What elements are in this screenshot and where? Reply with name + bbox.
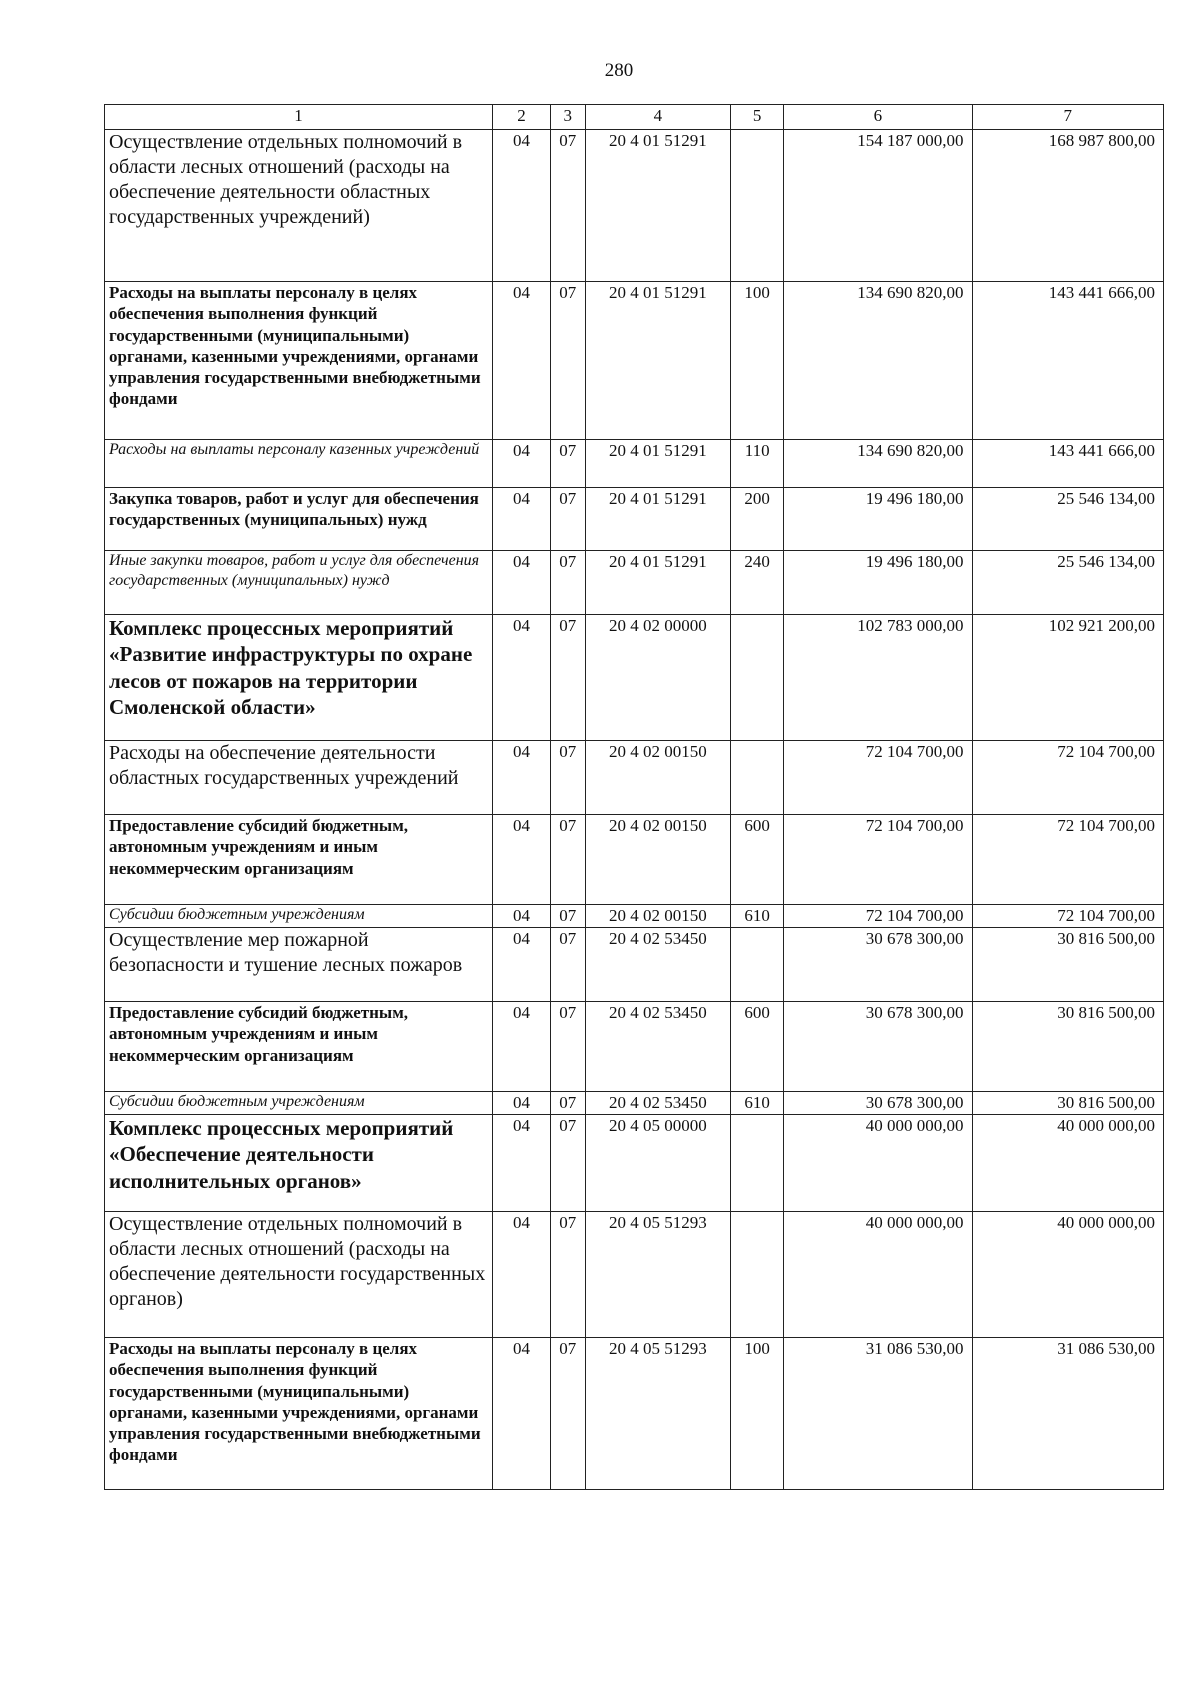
column-number: 4 [585, 105, 731, 130]
column-number: 7 [972, 105, 1163, 130]
target-article-code: 20 4 02 00150 [585, 815, 731, 905]
row-description: Расходы на обеспечение деятельности областных государственных учреждений [105, 741, 493, 815]
amount-year-2: 25 546 134,00 [972, 488, 1163, 551]
amount-year-1: 19 496 180,00 [784, 551, 972, 615]
expense-type-code [731, 615, 784, 741]
amount-year-1: 72 104 700,00 [784, 741, 972, 815]
subsection-code: 07 [550, 905, 585, 928]
page-number: 280 [604, 60, 634, 81]
column-number: 6 [784, 105, 972, 130]
amount-year-2: 102 921 200,00 [972, 615, 1163, 741]
expense-type-code: 240 [731, 551, 784, 615]
column-number: 5 [731, 105, 784, 130]
section-code: 04 [492, 1002, 550, 1092]
amount-year-1: 40 000 000,00 [784, 1212, 972, 1338]
subsection-code: 07 [550, 1115, 585, 1212]
row-description: Комплекс процессных мероприятий «Обеспечение деятельности исполнительных органов» [105, 1115, 493, 1212]
amount-year-1: 134 690 820,00 [784, 282, 972, 440]
table-row [105, 741, 1164, 815]
section-code: 04 [492, 130, 550, 282]
subsection-code: 07 [550, 1338, 585, 1490]
amount-year-2: 72 104 700,00 [972, 815, 1163, 905]
row-description: Субсидии бюджетным учреждениям [105, 1092, 493, 1115]
subsection-code: 07 [550, 551, 585, 615]
target-article-code: 20 4 01 51291 [585, 440, 731, 488]
section-code: 04 [492, 1338, 550, 1490]
target-article-code: 20 4 02 53450 [585, 928, 731, 1002]
target-article-code: 20 4 05 00000 [585, 1115, 731, 1212]
column-number: 1 [105, 105, 493, 130]
table-row [105, 1002, 1164, 1092]
table-row [105, 615, 1164, 741]
amount-year-2: 25 546 134,00 [972, 551, 1163, 615]
table-row [105, 1115, 1164, 1212]
amount-year-1: 30 678 300,00 [784, 928, 972, 1002]
target-article-code: 20 4 05 51293 [585, 1212, 731, 1338]
amount-year-2: 40 000 000,00 [972, 1115, 1163, 1212]
table-row [105, 928, 1164, 1002]
subsection-code: 07 [550, 1212, 585, 1338]
table-row [105, 905, 1164, 928]
row-description: Расходы на выплаты персоналу в целях обеспечения выполнения функций государственными (муниципальными) органами, казенными учреждениями, органами управления государственными внебюджетными фондами [105, 282, 493, 440]
subsection-code: 07 [550, 815, 585, 905]
section-code: 04 [492, 282, 550, 440]
amount-year-1: 154 187 000,00 [784, 130, 972, 282]
section-code: 04 [492, 928, 550, 1002]
target-article-code: 20 4 01 51291 [585, 551, 731, 615]
target-article-code: 20 4 01 51291 [585, 130, 731, 282]
amount-year-2: 143 441 666,00 [972, 440, 1163, 488]
section-code: 04 [492, 1092, 550, 1115]
section-code: 04 [492, 440, 550, 488]
target-article-code: 20 4 01 51291 [585, 488, 731, 551]
row-description: Осуществление отдельных полномочий в области лесных отношений (расходы на обеспечение деятельности областных государственных учреждений) [105, 130, 493, 282]
expense-type-code [731, 130, 784, 282]
section-code: 04 [492, 615, 550, 741]
row-description: Расходы на выплаты персоналу казенных учреждений [105, 440, 493, 488]
table-row [105, 130, 1164, 282]
amount-year-2: 72 104 700,00 [972, 741, 1163, 815]
row-description: Осуществление мер пожарной безопасности и тушение лесных пожаров [105, 928, 493, 1002]
row-description: Расходы на выплаты персоналу в целях обеспечения выполнения функций государственными (муниципальными) органами, казенными учреждениями, органами управления государственными внебюджетными фондами [105, 1338, 493, 1490]
row-description: Субсидии бюджетным учреждениям [105, 905, 493, 928]
subsection-code: 07 [550, 1002, 585, 1092]
amount-year-1: 19 496 180,00 [784, 488, 972, 551]
expense-type-code [731, 1212, 784, 1338]
table-row [105, 440, 1164, 488]
column-number: 3 [550, 105, 585, 130]
expense-type-code [731, 1115, 784, 1212]
amount-year-1: 72 104 700,00 [784, 815, 972, 905]
subsection-code: 07 [550, 130, 585, 282]
subsection-code: 07 [550, 282, 585, 440]
subsection-code: 07 [550, 615, 585, 741]
expense-type-code: 100 [731, 1338, 784, 1490]
expense-type-code: 610 [731, 1092, 784, 1115]
expense-type-code: 600 [731, 815, 784, 905]
amount-year-2: 168 987 800,00 [972, 130, 1163, 282]
amount-year-1: 102 783 000,00 [784, 615, 972, 741]
row-description: Комплекс процессных мероприятий «Развитие инфраструктуры по охране лесов от пожаров на территории Смоленской области» [105, 615, 493, 741]
section-code: 04 [492, 1115, 550, 1212]
column-number-row [105, 105, 1164, 130]
amount-year-1: 30 678 300,00 [784, 1002, 972, 1092]
expense-type-code: 100 [731, 282, 784, 440]
subsection-code: 07 [550, 440, 585, 488]
table-row [105, 815, 1164, 905]
section-code: 04 [492, 551, 550, 615]
amount-year-2: 31 086 530,00 [972, 1338, 1163, 1490]
amount-year-2: 40 000 000,00 [972, 1212, 1163, 1338]
amount-year-1: 31 086 530,00 [784, 1338, 972, 1490]
expense-type-code: 200 [731, 488, 784, 551]
amount-year-1: 134 690 820,00 [784, 440, 972, 488]
table-row [105, 551, 1164, 615]
row-description: Предоставление субсидий бюджетным, автономным учреждениям и иным некоммерческим организациям [105, 1002, 493, 1092]
section-code: 04 [492, 488, 550, 551]
table-row [105, 488, 1164, 551]
table-row [105, 1212, 1164, 1338]
amount-year-2: 30 816 500,00 [972, 1092, 1163, 1115]
subsection-code: 07 [550, 741, 585, 815]
target-article-code: 20 4 05 51293 [585, 1338, 731, 1490]
expense-type-code: 110 [731, 440, 784, 488]
target-article-code: 20 4 01 51291 [585, 282, 731, 440]
table-row [105, 1092, 1164, 1115]
table-row [105, 1338, 1164, 1490]
table-row [105, 282, 1164, 440]
amount-year-1: 72 104 700,00 [784, 905, 972, 928]
target-article-code: 20 4 02 53450 [585, 1092, 731, 1115]
row-description: Осуществление отдельных полномочий в области лесных отношений (расходы на обеспечение деятельности государственных органов) [105, 1212, 493, 1338]
section-code: 04 [492, 1212, 550, 1338]
section-code: 04 [492, 815, 550, 905]
section-code: 04 [492, 905, 550, 928]
expense-type-code [731, 928, 784, 1002]
amount-year-2: 143 441 666,00 [972, 282, 1163, 440]
amount-year-1: 30 678 300,00 [784, 1092, 972, 1115]
row-description: Иные закупки товаров, работ и услуг для обеспечения государственных (муниципальных) нужд [105, 551, 493, 615]
expense-type-code: 600 [731, 1002, 784, 1092]
amount-year-1: 40 000 000,00 [784, 1115, 972, 1212]
expense-type-code: 610 [731, 905, 784, 928]
column-number: 2 [492, 105, 550, 130]
row-description: Предоставление субсидий бюджетным, автономным учреждениям и иным некоммерческим организациям [105, 815, 493, 905]
amount-year-2: 72 104 700,00 [972, 905, 1163, 928]
target-article-code: 20 4 02 00150 [585, 741, 731, 815]
subsection-code: 07 [550, 488, 585, 551]
target-article-code: 20 4 02 00150 [585, 905, 731, 928]
subsection-code: 07 [550, 1092, 585, 1115]
expense-type-code [731, 741, 784, 815]
amount-year-2: 30 816 500,00 [972, 928, 1163, 1002]
section-code: 04 [492, 741, 550, 815]
amount-year-2: 30 816 500,00 [972, 1002, 1163, 1092]
subsection-code: 07 [550, 928, 585, 1002]
budget-table [104, 104, 1164, 1490]
row-description: Закупка товаров, работ и услуг для обеспечения государственных (муниципальных) нужд [105, 488, 493, 551]
target-article-code: 20 4 02 00000 [585, 615, 731, 741]
target-article-code: 20 4 02 53450 [585, 1002, 731, 1092]
